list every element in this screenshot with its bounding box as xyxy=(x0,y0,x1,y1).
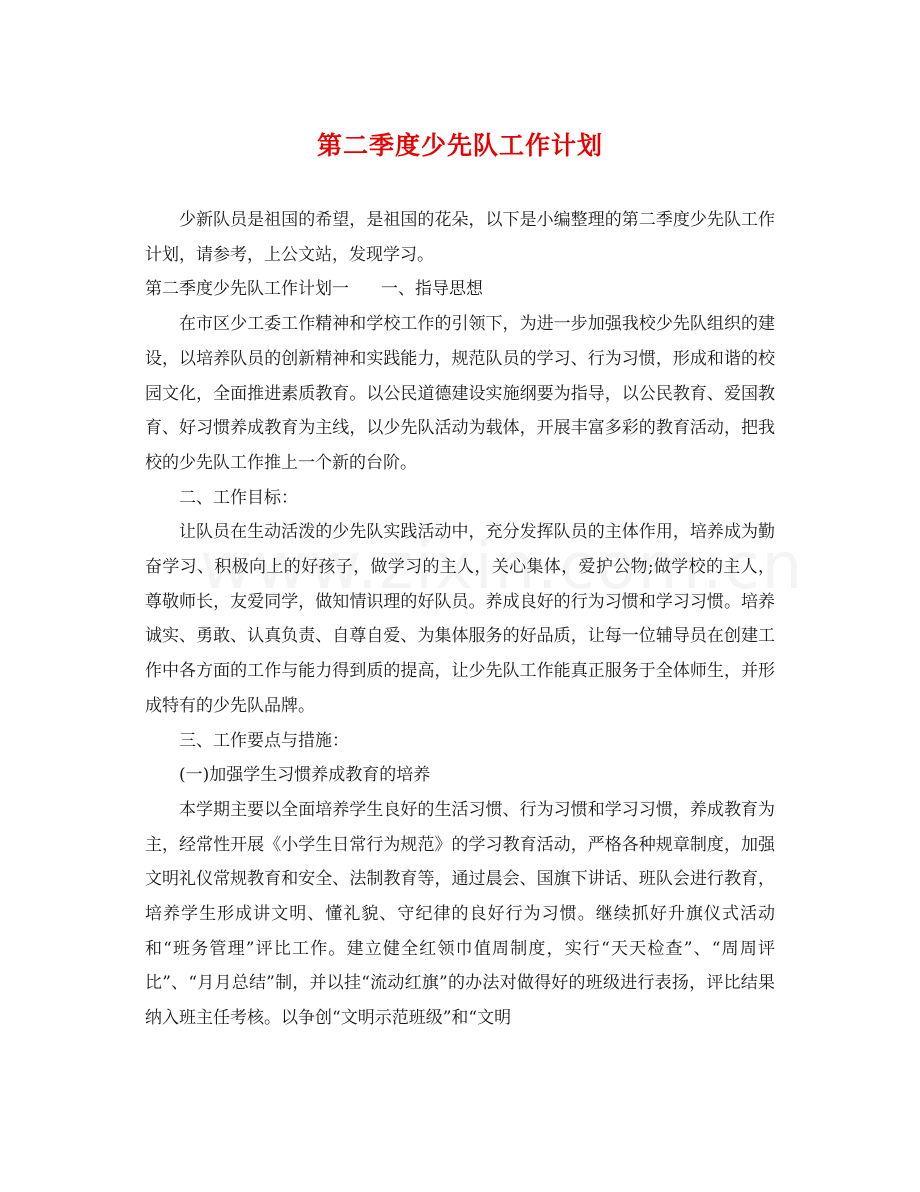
document-body xyxy=(145,203,775,1036)
paragraph-guiding-thought: 在市区少工委工作精神和学校工作的引领下，为进一步加强我校少先队组织的建设，以培养队员的创新精神和实践能力，规范队员的学习、行为习惯，形成和谐的校园文化，全面推进素质教育。以公民道德建设实施纲要为指导，以公民教育、爱国教育、好习惯养成教育为主线，以少先队活动为载体，开展丰富多彩的教育活动，把我校的少先队工作推上一个新的台阶。 xyxy=(145,314,775,473)
plan-one-label: 第二季度少先队工作计划一 xyxy=(145,279,349,300)
document-title: 第二季度少先队工作计划 xyxy=(316,131,603,160)
subsection-heading-habits: (一)加强学生习惯养成教育的培养 xyxy=(179,765,431,786)
paragraph-plan-heading xyxy=(145,272,775,307)
section-heading-goals: 二、工作目标： xyxy=(179,487,298,508)
paragraph-goals: 让队员在生动活泼的少先队实践活动中，充分发挥队员的主体作用，培养成为勤奋学习、积极向上的好孩子，做学习的主人，关心集体，爱护公物;做学校的主人，尊敬师长，友爱同学，做知情识理的好队员。养成良好的行为习惯和学习习惯。培养诚实、勇敢、认真负责、自尊自爱、为集体服务的好品质，让每一位辅导员在创建工作中各方面的工作与能力得到质的提高，让少先队工作能真正服务于全体师生，并形成特有的少先队品牌。 xyxy=(145,522,775,716)
paragraph-intro: 少新队员是祖国的希望，是祖国的花朵，以下是小编整理的第二季度少先队工作计划，请参考，上公文站，发现学习。 xyxy=(145,210,775,265)
paragraph-habits: 本学期主要以全面培养学生良好的生活习惯、行为习惯和学习习惯，养成教育为主，经常性开展《小学生日常行为规范》的学习教育活动，严格各种规章制度，加强文明礼仪常规教育和安全、法制教育等，通过晨会、国旗下讲话、班队会进行教育，培养学生形成讲文明、懂礼貌、守纪律的良好行为习惯。继续抓好升旗仪式活动和“班务管理”评比工作。建立健全红领巾值周制度，实行“天天检查”、“周周评比”、“月月总结”制，并以挂“流动红旗”的办法对做得好的班级进行表扬，评比结果纳入班主任考核。以争创“文明示范班级”和“文明 xyxy=(145,799,775,1029)
section-heading-guiding-thought: 一、指导思想 xyxy=(381,279,483,300)
section-heading-measures: 三、工作要点与措施： xyxy=(179,730,349,751)
